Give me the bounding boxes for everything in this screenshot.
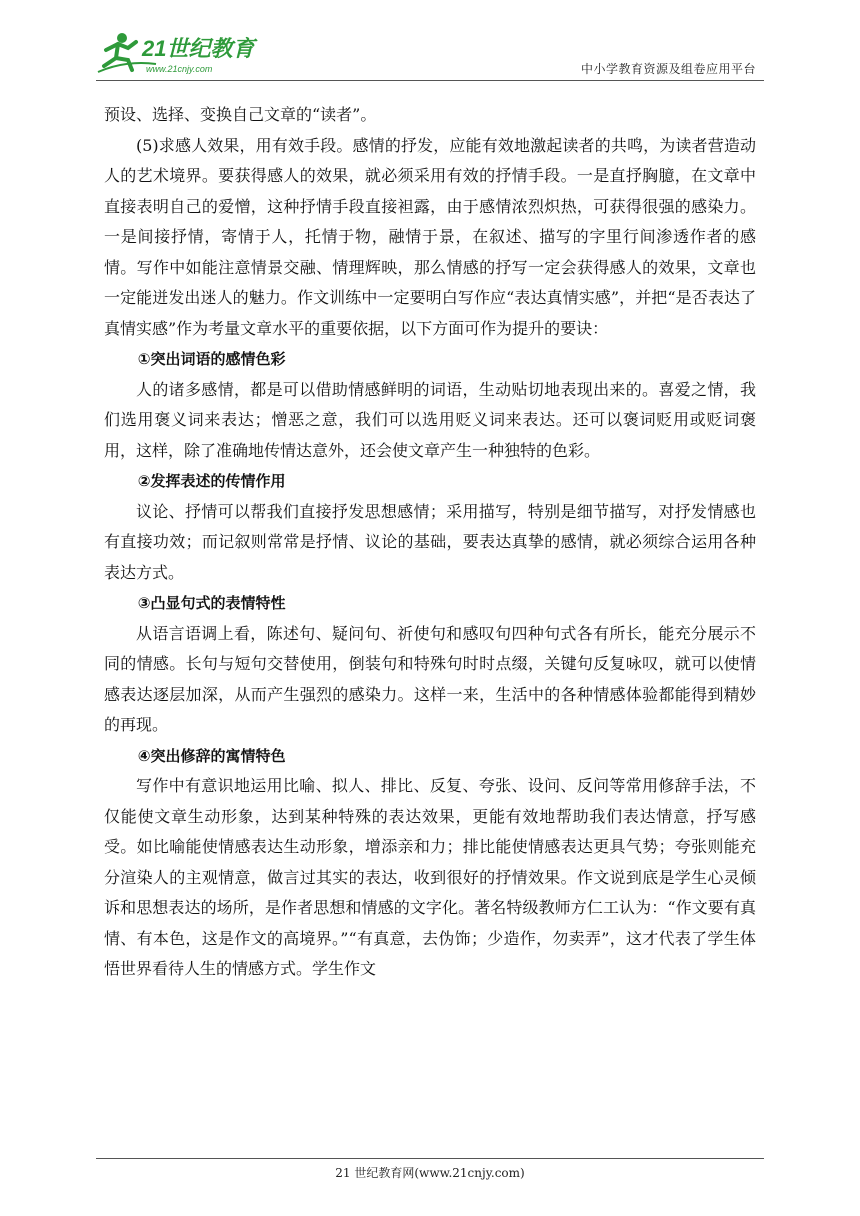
paragraph: 人的诸多感情，都是可以借助情感鲜明的词语，生动贴切地表现出来的。喜爱之情，我们选用褒义词来表达；憎恶之意，我们可以选用贬义词来表达。还可以褒词贬用或贬词褒用，这样，除了准确地传情达意外，还会使文章产生一种独特的色彩。: [104, 379, 756, 460]
paragraph: 从语言语调上看，陈述句、疑问句、祈使句和感叹句四种句式各有所长，能充分展示不同的情感。长句与短句交替使用，倒装句和特殊句时时点缀，关键句反复咏叹，就可以使情感表达逐层加深，从而产生强烈的感染力。这样一来，生活中的各种情感体验都能得到精妙的再现。: [104, 623, 756, 734]
runner-logo-icon: [96, 30, 266, 76]
section-heading: ①突出词语的感情色彩: [137, 350, 286, 368]
paragraph: 写作中有意识地运用比喻、拟人、排比、反复、夸张、设问、反问等常用修辞手法，不仅能使文章生动形象，达到某种特殊的表达效果，更能有效地帮助我们表达情意，抒写感受。如比喻能使情感表达生动形象，增添亲和力；排比能使情感表达更具气势；夸张则能充分渲染人的主观情意，做言过其实的表达，收到很好的抒情效果。作文说到底是学生心灵倾诉和思想表达的场所，是作者思想和情感的文字化。著名特级教师方仁工认为：“作文要有真情、有本色，这是作文的高境界。”“有真意，去伪饰；少造作，勿卖弄”，这才代表了学生体悟世界看待人生的情感方式。学生作文: [104, 776, 756, 978]
footer-divider: [96, 1158, 764, 1159]
logo-text: 21世纪教育: [142, 36, 255, 61]
section-heading: ④突出修辞的寓情特色: [137, 746, 286, 765]
platform-name: 中小学教育资源及组卷应用平台: [580, 62, 756, 76]
paragraph: (5)求感人效果，用有效手段。感情的抒发，应能有效地激起读者的共鸣，为读者营造动人的艺术境界。要获得感人的效果，就必须采用有效的抒情手段。一是直抒胸臆，在文章中直接表明自己的爱憎，这种抒情手段直接袒露，由于感情浓烈炽热，可获得很强的感染力。一是间接抒情，寄情于人，托情于物，融情于景，在叙述、描写的字里行间渗透作者的感情。写作中如能注意情景交融、情理辉映，那么情感的抒写一定会获得感人的效果，文章也一定能迸发出迷人的魅力。作文训练中一定要明白写作应“表达真情实感”，并把“是否表达了真情实感”作为考量文章水平的重要依据，以下方面可作为提升的要诀：: [104, 135, 756, 338]
site-logo[interactable]: [96, 30, 266, 76]
logo-url-text: www.21cnjy.com: [146, 64, 213, 74]
section-heading: ②发挥表述的传情作用: [137, 472, 286, 490]
paragraph: 预设、选择、变换自己文章的“读者”。: [104, 105, 377, 124]
page-footer[interactable]: 21 世纪教育网(www.21cnjy.com): [335, 1166, 525, 1180]
paragraph: 议论、抒情可以帮我们直接抒发思想感情；采用描写，特别是细节描写，对抒发情感也有直接功效；而记叙则常常是抒情、议论的基础，要表达真挚的感情，就必须综合运用各种表达方式。: [104, 501, 756, 582]
header-divider: [96, 80, 764, 81]
document-body: [104, 100, 756, 985]
section-heading: ③凸显句式的表情特性: [137, 594, 286, 612]
page-header: [0, 0, 860, 80]
